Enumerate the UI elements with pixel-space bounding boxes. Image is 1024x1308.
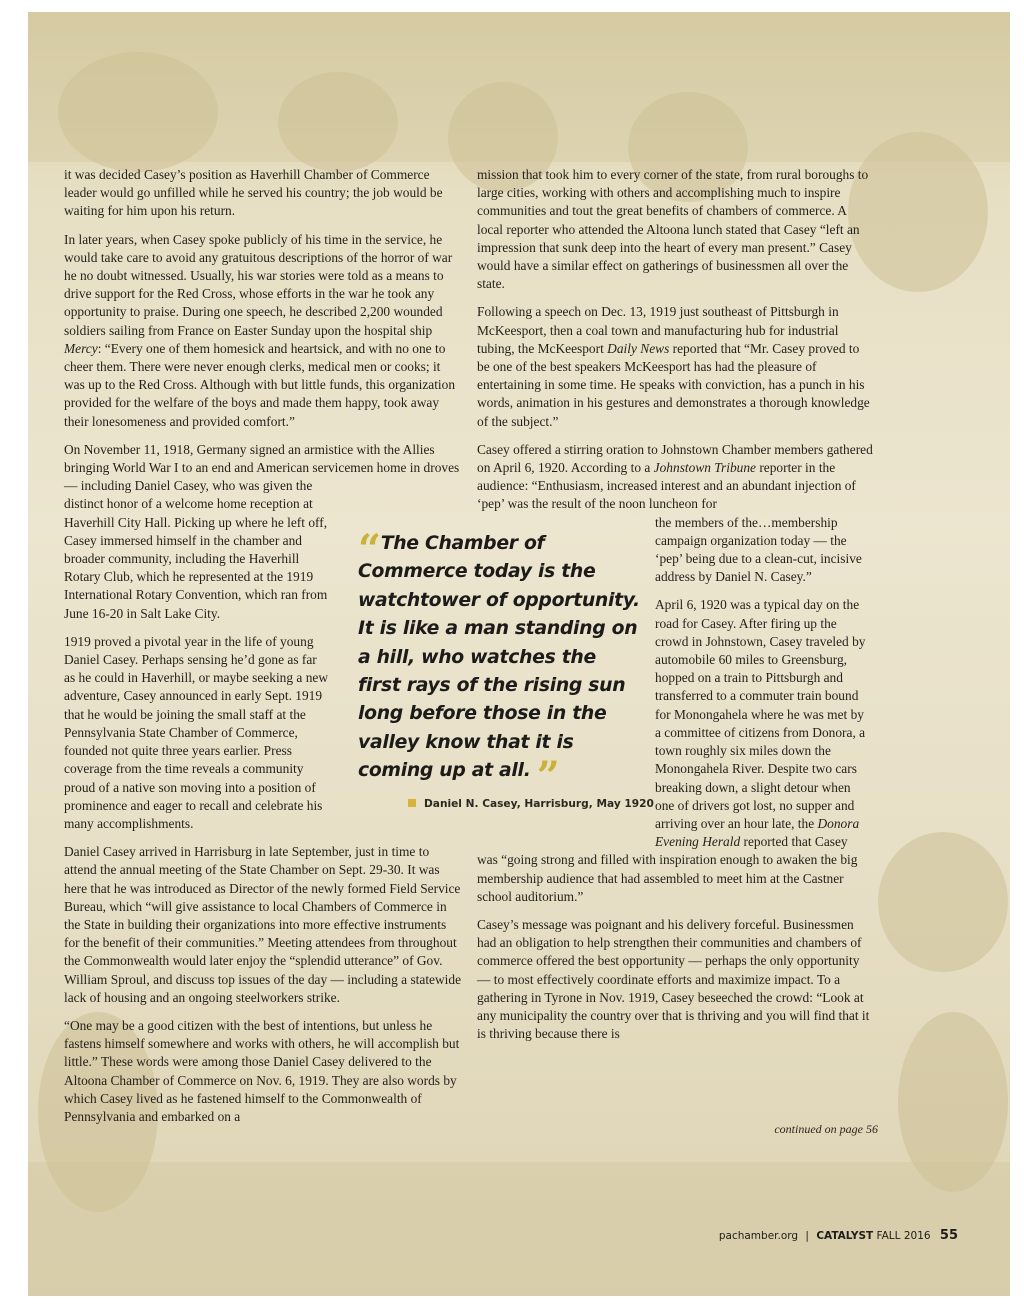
right-paragraph-1: mission that took him to every corner of the state, from rural boroughs to large cities, working with others and accomplishing much to inspire communities and tout the great benefits of chambers of commerce. A local reporter who attended the Altoona lunch stated that Casey “left an impression that sunk deep into the heart of every man present.” Casey would have a similar effect on gatherings of businessmen all over the state.: [477, 167, 869, 292]
pull-quote: [358, 526, 654, 810]
right-paragraph-3-continued: the members of the…membership campaign organization today — the ‘pep’ being due to a clean-cut, incisive address by Daniel N. Casey.”: [655, 514, 862, 585]
newspaper-name: Daily News: [607, 340, 670, 356]
footer-issue: FALL 2016: [876, 1230, 931, 1242]
footer-magazine: CATALYST: [816, 1230, 874, 1242]
left-paragraph-6: “One may be a good citizen with the best of intentions, but unless he fastens himself somewhere and works with others, he will accomplish but little.” These words were among those Daniel Casey delivered to the Altoona Chamber of Commerce on Nov. 6, 1919. They are also words by which Casey lived as he fastened himself to the Commonwealth of Pennsylvania and embarked on a: [64, 1017, 460, 1124]
close-quote-mark: ”: [536, 753, 560, 801]
newspaper-name: Donora Evening Herald: [655, 815, 860, 850]
page-number: 55: [939, 1228, 958, 1243]
footer-site: pachamber.org: [718, 1230, 799, 1242]
right-paragraph-5: Casey’s message was poignant and his delivery forceful. Businessmen had an obligation to help strengthen their communities and chambers of commerce offered the best opportunity — perhaps the only opportunity — to most effectively coordinate efforts and maximize impact. To a gathering in Tyrone in Nov. 1919, Casey beseeched the crowd: “Look at any municipality the country over that is thriving and you will find that it is thriving because there is: [477, 916, 870, 1042]
left-paragraph-5: Daniel Casey arrived in Harrisburg in late September, just in time to attend the annual meeting of the State Chamber on Sept. 29-30. It was here that he was introduced as Director of the newly formed Field Service Bureau, which “will give assistance to local Chambers of Commerce in the State in building their organizations into more effective instruments for the benefit of their communities.” Meeting attendees from throughout the Commonwealth would later enjoy the “splendid utterance” of Gov. William Sproul, and discuss top issues of the day — including a statewide lack of housing and an ongoing steelworkers strike.: [64, 844, 462, 1005]
right-paragraph-4: April 6, 1920 was a typical day on the road for Casey. After firing up the crowd in Johnstown, Casey traveled by automobile 60 miles to Greensburg, hopped on a train to Pittsburgh and transferred to a commuter train bound for Monongahela where he was met by a committee of citizens from Donora, a town roughly six miles down the Monongahela River. Despite two cars breaking down, a slight detour when one of drivers got lost, no supper and arriving over an hour late, the Donora Evening Herald reported that Casey: [655, 597, 866, 850]
pull-quote-text: “The Chamber of Commerce today is the watchtower of opportunity. It is like a man standing on a hill, who watches the first rays of the rising sun long before those in the valley know that it is coming up at all. ”: [358, 526, 640, 801]
open-quote-mark: “: [358, 526, 381, 573]
continued-note: continued on page 56: [774, 1122, 878, 1136]
footer-separator: |: [805, 1230, 809, 1242]
page-footer: [719, 1228, 958, 1243]
left-paragraph-4: 1919 proved a pivotal year in the life of young Daniel Casey. Perhaps sensing he’d gone as far as he could in Haverhill, or maybe seeking a new adventure, Casey announced in early Sept. 1919 that he would be joining the small staff at the Pennsylvania State Chamber of Commerce, founded not quite three years earlier. Press coverage from the time reveals a community proud of a native son moving into a position of prominence and eager to recall and celebrate his many accomplishments.: [64, 633, 329, 831]
left-paragraph-3: On November 11, 1918, Germany signed an armistice with the Allies bringing World War I to an end and American servicemen home in droves — including Daniel Casey, who was given the: [64, 441, 460, 494]
left-paragraph-2: In later years, when Casey spoke publicly of his time in the service, he would take care to avoid any gratuitous descriptions of the horror of war he no doubt witnessed. Usually, his war stories were told as a means to drive support for the Red Cross, whose efforts in the war he took any opportunity to praise. During one speech, he described 2,200 wounded soldiers sailing from France on Easter Sunday upon the hospital ship Mercy: “Every one of them homesick and heartsick, and with no one to cheer them. There were never enough clerks, medical men or cooks; it was up to the Red Cross. Although with but little funds, this organization provided for the welfare of the boys and made them happy, took away their lonesomeness and provided comfort.”: [64, 231, 456, 429]
right-paragraph-4-continued: was “going strong and filled with inspiration enough to awaken the big membership audience that had assembled to meet him at the Castner school auditorium.”: [477, 852, 858, 904]
left-paragraph-3-continued: distinct honor of a welcome home reception at Haverhill City Hall. Picking up where he left off, Casey immersed himself in the chamber and broader community, including the Haverhill Rotary Club, which he represented at the 1919 International Rotary Convention, which ran from June 16-20 in Salt Lake City.: [64, 496, 328, 621]
left-paragraph-1: it was decided Casey’s position as Haverhill Chamber of Commerce leader would go unfilled while he served his country; the job would be waiting for him upon his return.: [64, 167, 443, 219]
ship-name: Mercy: [64, 340, 98, 356]
bullet-square-icon: [408, 799, 416, 807]
newspaper-name: Johnstown Tribune: [653, 460, 756, 476]
quote-attribution: Daniel N. Casey, Harrisburg, May 1920: [408, 798, 640, 810]
right-paragraph-2: Following a speech on Dec. 13, 1919 just southeast of Pittsburgh in McKeesport, then a coal town and manufacturing hub for industrial tubing, the McKeesport Daily News reported that “Mr. Casey proved to be one of the best speakers McKeesport has had the pleasure of entertaining in some time. He speaks with conviction, has a punch in his words, animation in his gestures and demonstrates a thorough knowledge of the subject.”: [477, 304, 870, 429]
right-paragraph-3: Casey offered a stirring oration to Johnstown Chamber members gathered on April 6, 1920. According to a Johnstown Tribune reporter in the audience: “Enthusiasm, increased interest and an abundant injection of ‘pep’ was the result of the noon luncheon for: [477, 441, 873, 512]
